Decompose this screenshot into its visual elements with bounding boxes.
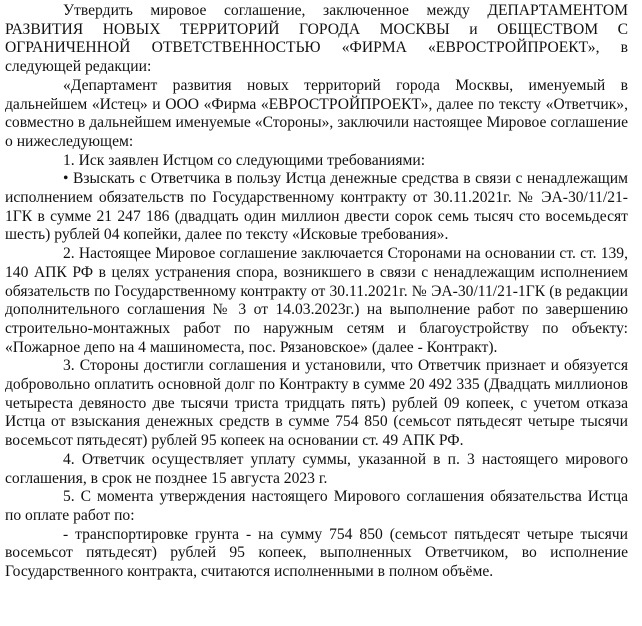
paragraph-clause-5: 5. С момента утверждения настоящего Мирового соглашения обязательства Истца по оплате работ по: — [5, 488, 628, 524]
paragraph-clause-1: 1. Иск заявлен Истцом со следующими требованиями: — [63, 151, 426, 169]
paragraph-clause-4: 4. Ответчик осуществляет уплату суммы, указанной в п. 3 настоящего мирового соглашения, в срок не позднее 15 августа 2023 г. — [5, 450, 628, 487]
paragraph-clause-5-item: - транспортировке грунта - на сумму 754 850 (семьсот пятьдесят четыре тысячи восемьсот пятьдесят) рублей 95 копеек, выполненных Ответчиком, во исполнение Государственного контракта, считаются исполненными в полном объёме. — [5, 525, 628, 581]
paragraph-clause-2: 2. Настоящее Мировое соглашение заключается Сторонами на основании ст. ст. 139, 140 АПК РФ в целях устранения спора, возникшего в связи с ненадлежащим исполнением обязательств по Государственному контракту от 30.11.2021г. № ЭА-30/11/21-1ГК (в редакции дополнительного соглашения № 3 от 14.03.2023г.) на выполнение работ по завершению строительно-монтажных работ по наружным сетям и благоустройству по объекту: «Пожарное депо на 4 машиноместа, пос. Рязановское» (далее - Контракт). — [5, 245, 628, 356]
paragraph-approve-settlement: Утвердить мировое соглашение, заключенное между ДЕПАРТАМЕНТОМ РАЗВИТИЯ НОВЫХ ТЕРРИТОРИЙ ГОРОДА МОСКВЫ и ОБЩЕСТВОМ С ОГРАНИЧЕННОЙ ОТВЕТСТВЕННОСТЬЮ «ФИРМА «ЕВРОСТРОЙПРОЕКТ», в следующей редакции: — [5, 2, 628, 76]
paragraph-clause-3: 3. Стороны достигли соглашения и установили, что Ответчик признает и обязуется добровольно оплатить основной долг по Контракту в сумме 20 492 335 (Двадцать миллионов четыреста девяносто две тысячи триста тридцать пять) рублей 09 копеек, с учетом отказа Истца от взыскания денежных средств в сумме 754 850 (семьсот пятьдесят четыре тысячи восемьсот пятьдесят) рублей 95 копеек на основании ст. 49 АПК РФ. — [5, 357, 628, 450]
paragraph-parties: «Департамент развития новых территорий города Москвы, именуемый в дальнейшем «Истец» и ООО «Фирма «ЕВРОСТРОЙПРОЕКТ», далее по тексту «Ответчик», совместно в дальнейшем именуемые «Стороны», заключили настоящее Мировое соглашение о нижеследующем: — [5, 76, 628, 150]
paragraph-clause-1-bullet: • Взыскать с Ответчика в пользу Истца денежные средства в связи с ненадлежащим исполнением обязательств по Государственному контракту от 30.11.2021г. № ЭА-30/11/21-1ГК в сумме 21 247 186 (двадцать один миллион двести сорок семь тысяч сто восемьдесят шесть) рублей 04 копейки, далее по тексту «Исковые требования». — [5, 170, 628, 244]
